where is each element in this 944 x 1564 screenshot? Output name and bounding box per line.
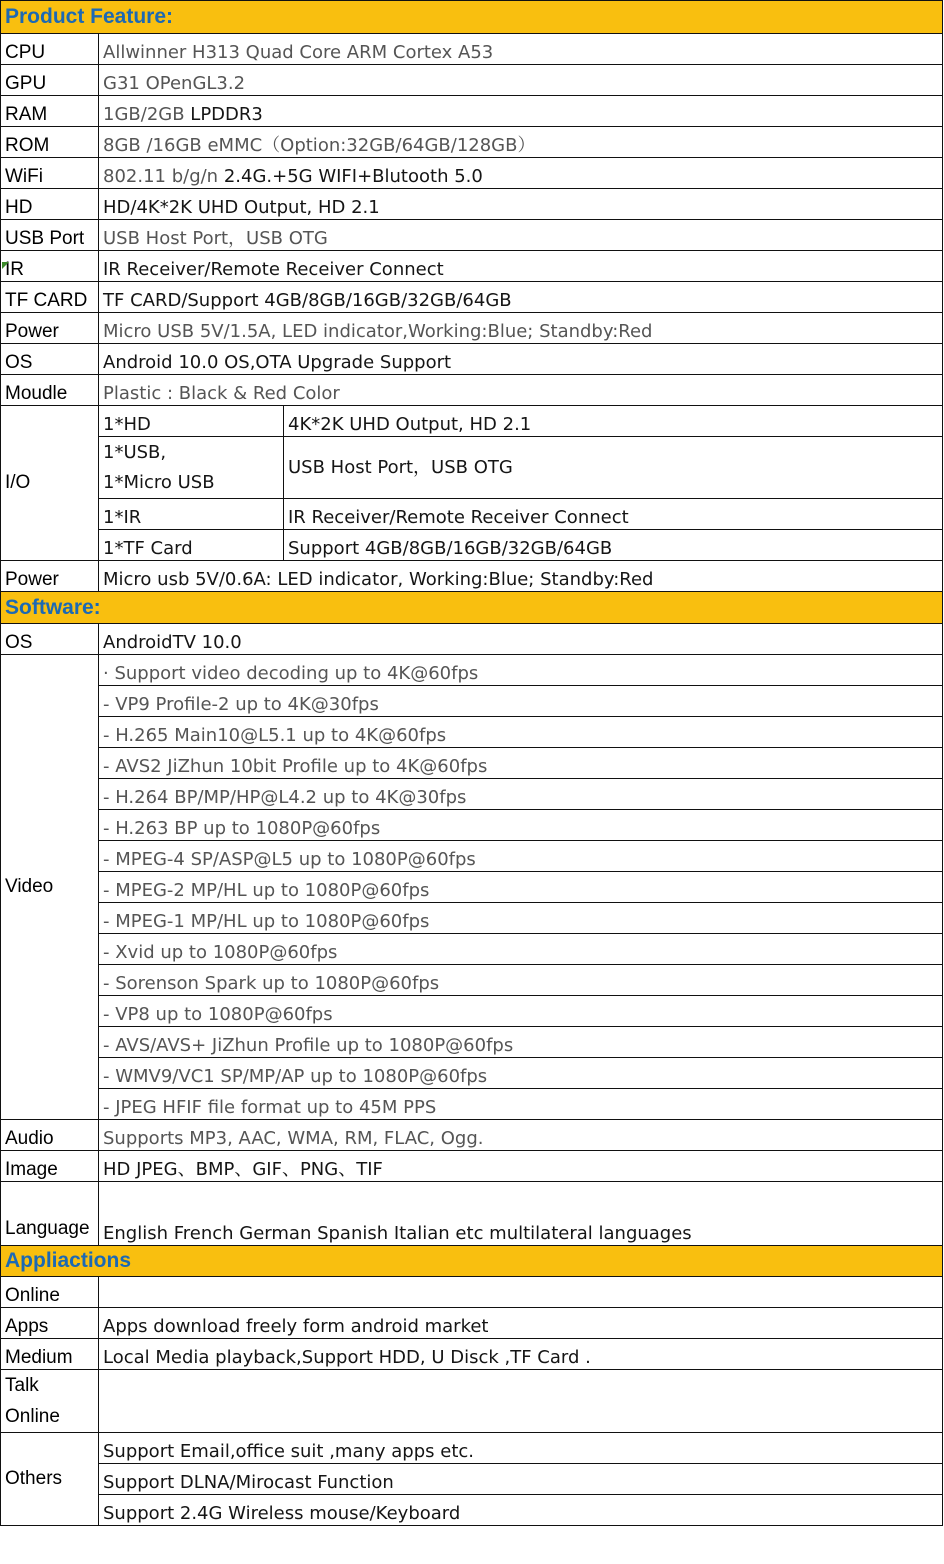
video-item: - MPEG-4 SP/ASP@L5 up to 1080P@60fps: [99, 841, 943, 872]
spec-value: [99, 1277, 943, 1308]
spec-label: Talk Online: [1, 1370, 99, 1433]
spec-label: Apps: [1, 1308, 99, 1339]
io-row-usb: [1, 437, 943, 499]
spec-row-os: [1, 344, 943, 375]
spec-label: Power: [1, 313, 99, 344]
io-desc: IR Receiver/Remote Receiver Connect: [284, 499, 943, 530]
spec-label: Audio: [1, 1120, 99, 1151]
spec-row-ir: [1, 251, 943, 282]
spec-value: [99, 1370, 943, 1433]
spec-value: [99, 158, 943, 189]
video-label: Video: [1, 655, 99, 1120]
spec-label: Image: [1, 1151, 99, 1182]
spec-row-moudle: [1, 375, 943, 406]
io-row-ir: [1, 499, 943, 530]
spec-label: ROM: [1, 127, 99, 158]
video-row: [1, 1058, 943, 1089]
spec-value: Apps download freely form android market: [99, 1308, 943, 1339]
spec-row-power: [1, 313, 943, 344]
video-item: - AVS/AVS+ JiZhun Profile up to 1080P@60fps: [99, 1027, 943, 1058]
others-label: Others: [1, 1433, 99, 1526]
spec-row-ram: [1, 96, 943, 127]
spec-row-image: [1, 1151, 943, 1182]
io-row-tf-card: [1, 530, 943, 561]
spec-row-language: [1, 1182, 943, 1246]
io-row-hd: [1, 406, 943, 437]
spec-row-software-os: [1, 624, 943, 655]
video-item: - JPEG HFIF file format up to 45M PPS: [99, 1089, 943, 1120]
spec-value: IR Receiver/Remote Receiver Connect: [99, 251, 943, 282]
spec-row-cpu: [1, 34, 943, 65]
spec-value: Supports MP3, AAC, WMA, RM, FLAC, Ogg.: [99, 1120, 943, 1151]
io-port-line: 1*Micro USB: [103, 472, 215, 493]
video-item: - H.264 BP/MP/HP@L4.2 up to 4K@30fps: [99, 779, 943, 810]
video-item: · Support video decoding up to 4K@60fps: [99, 655, 943, 686]
video-row: [1, 779, 943, 810]
spec-label: OS: [1, 344, 99, 375]
spec-value: HD/4K*2K UHD Output, HD 2.1: [99, 189, 943, 220]
others-row: [1, 1495, 943, 1526]
spec-value: Plastic : Black & Red Color: [99, 375, 943, 406]
spec-row-hd: [1, 189, 943, 220]
video-row: [1, 996, 943, 1027]
spec-row-usb-port: [1, 220, 943, 251]
spec-row-gpu: [1, 65, 943, 96]
io-desc: Support 4GB/8GB/16GB/32GB/64GB: [284, 530, 943, 561]
io-port: [99, 437, 284, 499]
video-item: - VP9 Profile-2 up to 4K@30fps: [99, 686, 943, 717]
io-port-line: 1*USB,: [103, 442, 167, 463]
video-row: [1, 655, 943, 686]
section-title: Appliactions: [1, 1246, 943, 1277]
spec-value: 8GB /16GB eMMC（Option:32GB/64GB/128GB）: [99, 127, 943, 158]
spec-row-rom: [1, 127, 943, 158]
spec-value: HD JPEG、BMP、GIF、PNG、TIF: [99, 1151, 943, 1182]
spec-value: [99, 96, 943, 127]
app-row-talk-online: [1, 1370, 943, 1433]
spec-label: Moudle: [1, 375, 99, 406]
spec-label: Power: [1, 561, 99, 592]
others-row: [1, 1433, 943, 1464]
spec-label: HD: [1, 189, 99, 220]
spec-value: Android 10.0 OS,OTA Upgrade Support: [99, 344, 943, 375]
video-row: [1, 1089, 943, 1120]
spec-label: CPU: [1, 34, 99, 65]
video-row: [1, 686, 943, 717]
io-port: 1*TF Card: [99, 530, 284, 561]
spec-label: IR: [1, 251, 99, 282]
others-item: Support DLNA/Mirocast Function: [99, 1464, 943, 1495]
section-header-software: [1, 592, 943, 624]
spec-label: RAM: [1, 96, 99, 127]
io-port: 1*IR: [99, 499, 284, 530]
spec-row-wifi: [1, 158, 943, 189]
video-item: - WMV9/VC1 SP/MP/AP up to 1080P@60fps: [99, 1058, 943, 1089]
others-item: Support 2.4G Wireless mouse/Keyboard: [99, 1495, 943, 1526]
video-row: [1, 717, 943, 748]
video-item: - Sorenson Spark up to 1080P@60fps: [99, 965, 943, 996]
spec-value-part: 802.11 b/g/n: [103, 166, 219, 187]
section-header-product-feature: [1, 1, 943, 34]
spec-value: G31 OPenGL3.2: [99, 65, 943, 96]
spec-value-part: 1GB/2GB: [103, 104, 185, 125]
spec-row-power-2: [1, 561, 943, 592]
spec-value-part: LPDDR3: [184, 104, 263, 125]
video-row: [1, 872, 943, 903]
io-label: I/O: [1, 406, 99, 561]
spec-label: Online: [1, 1277, 99, 1308]
spec-value: Allwinner H313 Quad Core ARM Cortex A53: [99, 34, 943, 65]
spec-value: AndroidTV 10.0: [99, 624, 943, 655]
video-row: [1, 748, 943, 779]
spec-label: USB Port: [1, 220, 99, 251]
spec-value: TF CARD/Support 4GB/8GB/16GB/32GB/64GB: [99, 282, 943, 313]
spec-value: Local Media playback,Support HDD, U Disck ,TF Card .: [99, 1339, 943, 1370]
spec-value: Micro USB 5V/1.5A, LED indicator,Working:Blue; Standby:Red: [99, 313, 943, 344]
spec-label: OS: [1, 624, 99, 655]
io-port: 1*HD: [99, 406, 284, 437]
section-title: Software:: [1, 592, 943, 624]
section-title: Product Feature:: [1, 1, 943, 34]
spec-label: GPU: [1, 65, 99, 96]
io-desc: 4K*2K UHD Output, HD 2.1: [284, 406, 943, 437]
video-row: [1, 903, 943, 934]
video-item: - Xvid up to 1080P@60fps: [99, 934, 943, 965]
video-item: - VP8 up to 1080P@60fps: [99, 996, 943, 1027]
video-item: - AVS2 JiZhun 10bit Profile up to 4K@60fps: [99, 748, 943, 779]
video-row: [1, 934, 943, 965]
video-row: [1, 810, 943, 841]
video-item: - H.265 Main10@L5.1 up to 4K@60fps: [99, 717, 943, 748]
app-row-medium: [1, 1339, 943, 1370]
others-item: Support Email,office suit ,many apps etc.: [99, 1433, 943, 1464]
spec-label: WiFi: [1, 158, 99, 189]
app-row-apps: [1, 1308, 943, 1339]
spec-value: USB Host Port，USB OTG: [99, 220, 943, 251]
io-desc: USB Host Port，USB OTG: [284, 437, 943, 499]
others-row: [1, 1464, 943, 1495]
video-item: - MPEG-1 MP/HL up to 1080P@60fps: [99, 903, 943, 934]
spec-label: Language: [1, 1182, 99, 1246]
app-row-online: [1, 1277, 943, 1308]
spec-value: English French German Spanish Italian etc multilateral languages: [99, 1182, 943, 1246]
video-row: [1, 1027, 943, 1058]
video-row: [1, 965, 943, 996]
video-row: [1, 841, 943, 872]
video-item: - H.263 BP up to 1080P@60fps: [99, 810, 943, 841]
spec-label: TF CARD: [1, 282, 99, 313]
video-item: - MPEG-2 MP/HL up to 1080P@60fps: [99, 872, 943, 903]
spec-row-tf-card: [1, 282, 943, 313]
spec-row-audio: [1, 1120, 943, 1151]
cell-comment-marker: [2, 262, 9, 269]
spec-value-part: 2.4G.+5G WIFI+Blutooth 5.0: [218, 166, 483, 187]
section-header-applications: [1, 1246, 943, 1277]
spec-label: Medium: [1, 1339, 99, 1370]
spec-value: Micro usb 5V/0.6A: LED indicator, Working:Blue; Standby:Red: [99, 561, 943, 592]
